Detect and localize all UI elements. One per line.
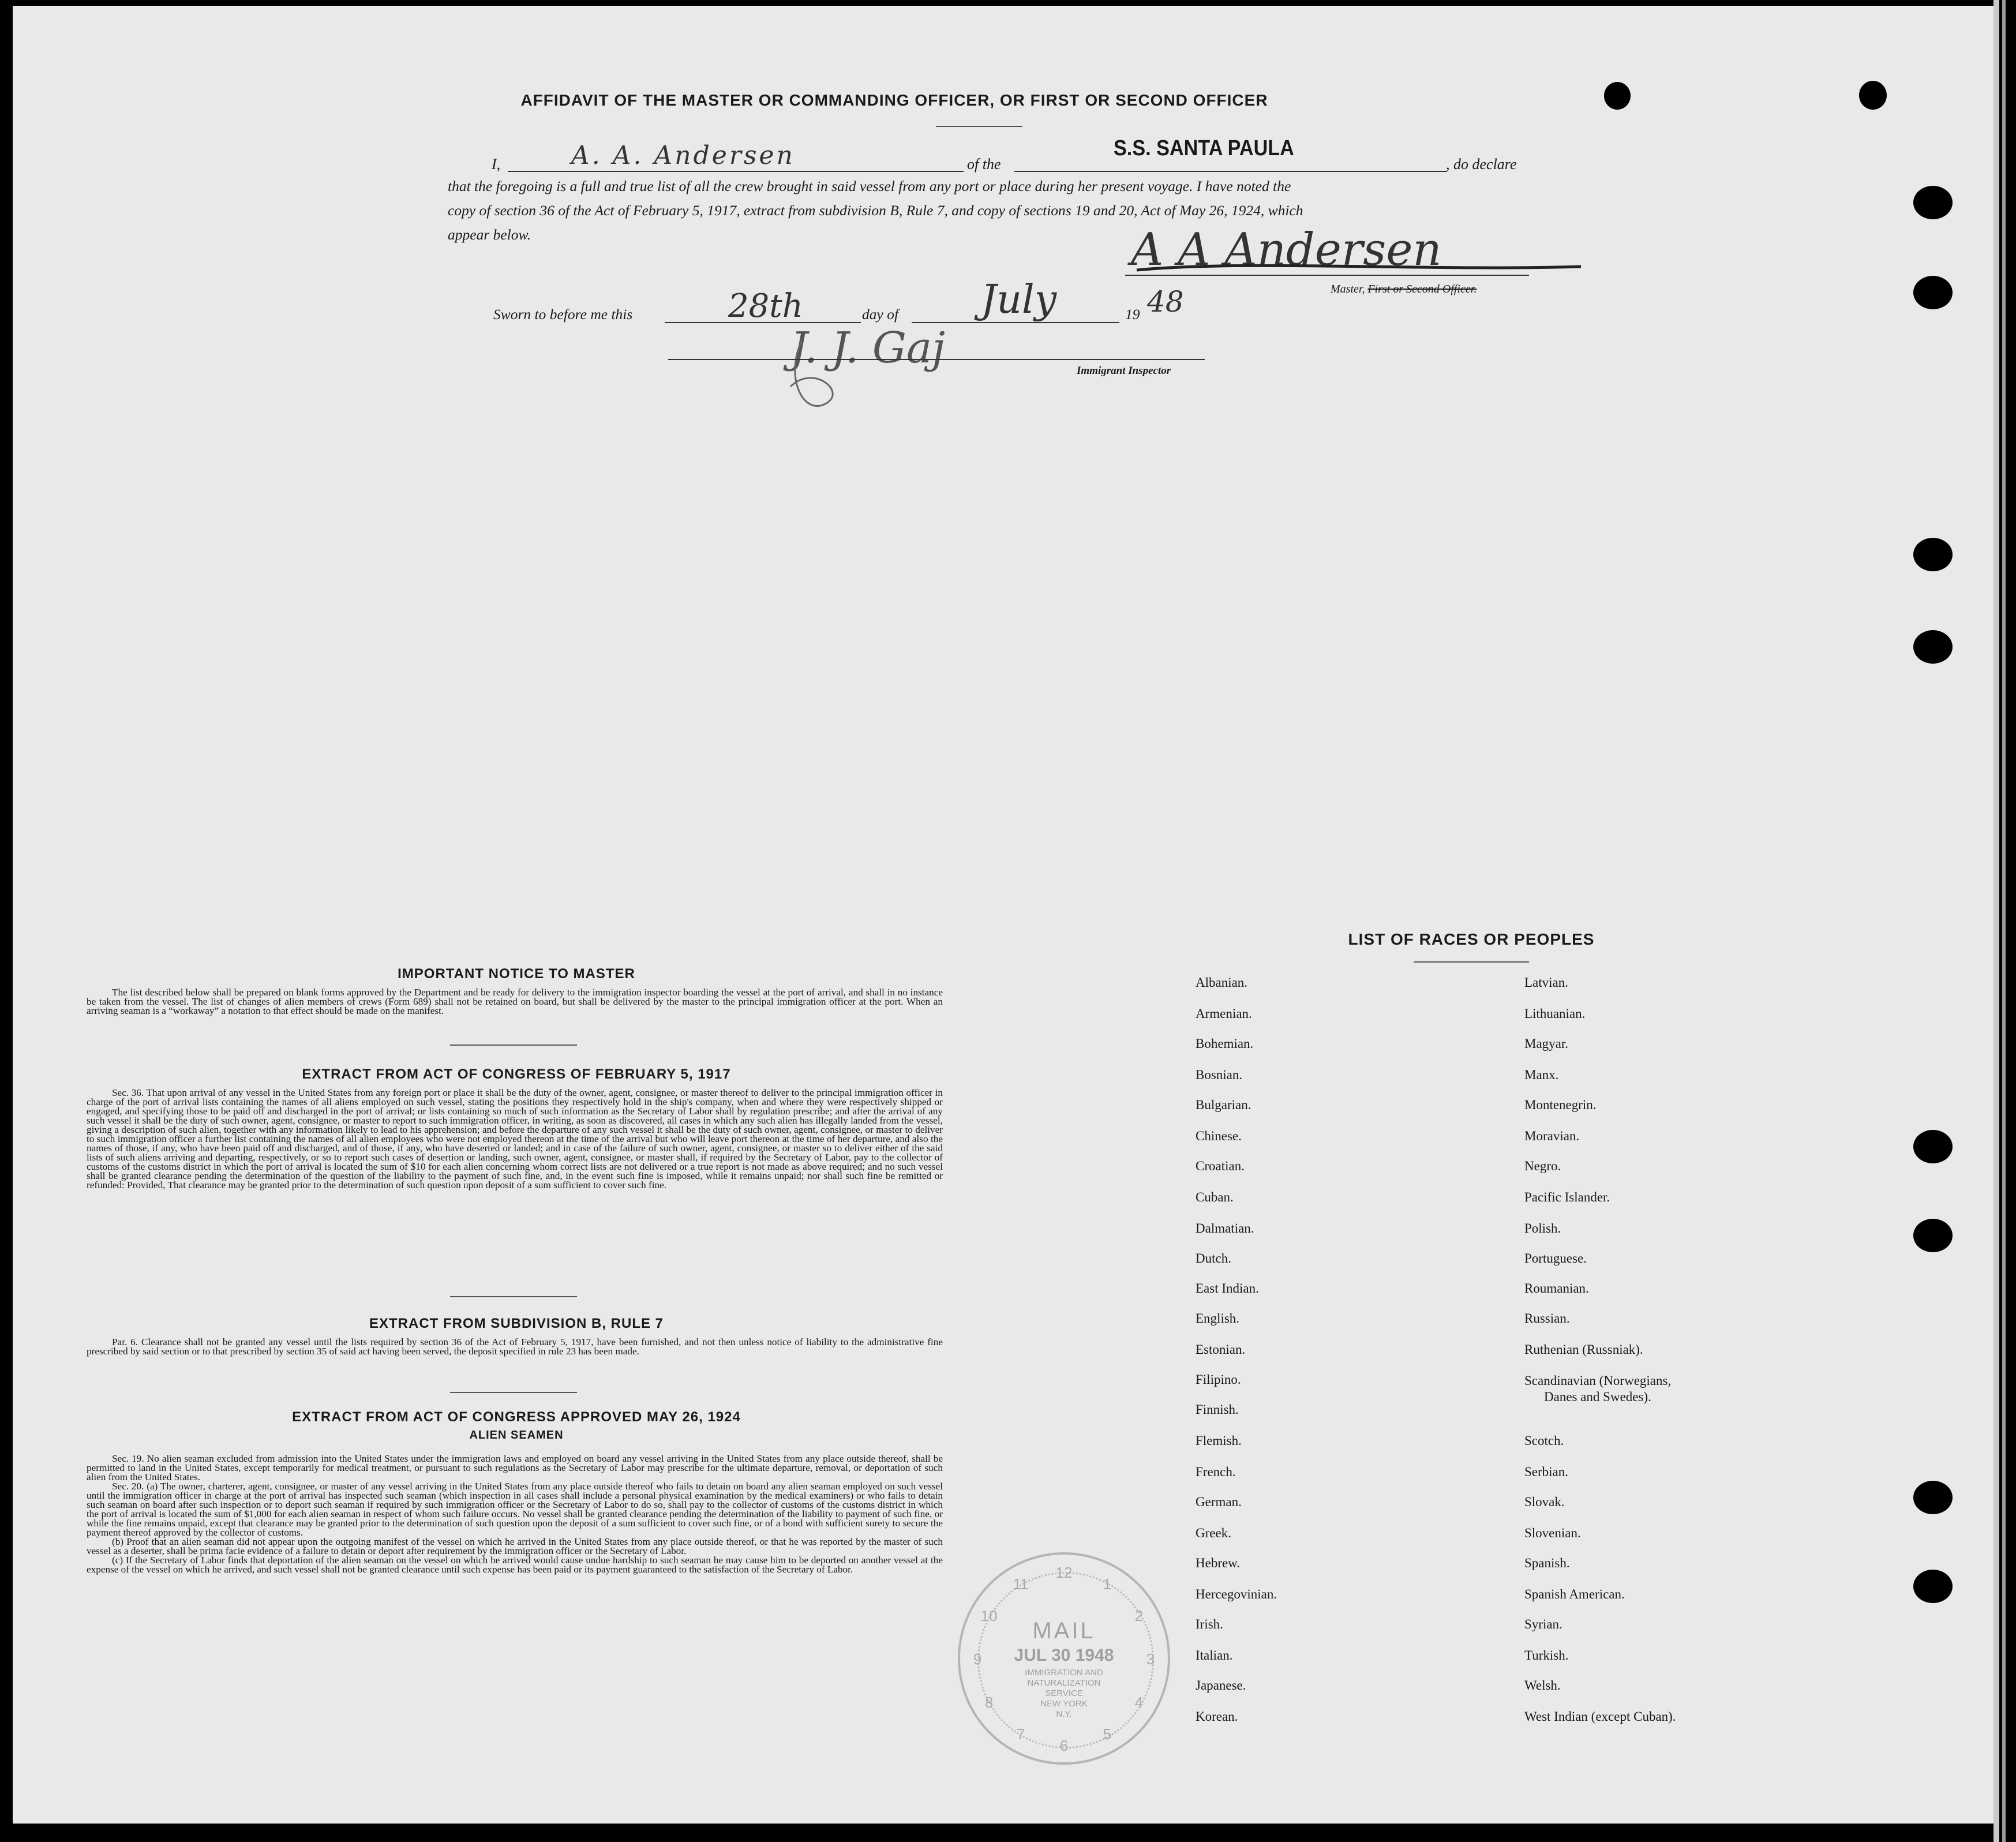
section-19-paragraph: Sec. 19. No alien seaman excluded from admission into the United States under the immigration laws and employed on board any vessel arriving in the United States from any place outside thereof, shall be permitted to land in the United States, except temporarily for medical treatment, or pursuant to such regulations as the Secretary of Labor may prescribe for the ultimate departure, removal, or deportation of such alien from the United States. — [87, 1453, 943, 1482]
race-item-left: Cuban. — [1196, 1190, 1234, 1204]
race-item-right: Spanish. — [1524, 1556, 1570, 1570]
vessel-name: S.S. SANTA PAULA — [1114, 136, 1294, 160]
race-item-right: Scandinavian (Norwegians, — [1524, 1373, 1672, 1388]
race-item-left: Bohemian. — [1196, 1036, 1254, 1051]
i-label: I, — [492, 156, 501, 173]
stamp-city: NEW YORK — [1040, 1699, 1088, 1709]
race-item-left: Albanian. — [1196, 975, 1248, 990]
race-item-left: English. — [1196, 1311, 1240, 1326]
race-item-right: Spanish American. — [1524, 1587, 1625, 1601]
race-item-right: Danes and Swedes). — [1544, 1390, 1651, 1404]
race-item-left: Bulgarian. — [1196, 1098, 1251, 1112]
stamp-agency-1: IMMIGRATION AND — [1025, 1668, 1103, 1678]
role-struck: First or Second Officer. — [1367, 283, 1477, 295]
stamp-agency-3: SERVICE — [1045, 1688, 1083, 1698]
stamp-state: N.Y. — [1056, 1709, 1072, 1719]
section-20b-paragraph: (b) Proof that an alien seaman did not appear upon the outgoing manifest of the vessel on which he arrived in the United States from any place outside thereof, or that he was reported by the master of such vessel as a deserter, shall be prima facie evidence of a failure to detain or deport after requirement by the immigration officer or the Secretary of Labor. — [87, 1536, 943, 1556]
race-item-right: Syrian. — [1524, 1617, 1562, 1631]
race-item-right: Montenegrin. — [1524, 1098, 1597, 1112]
race-item-right: Negro. — [1524, 1159, 1561, 1173]
inspector-label: Immigrant Inspector — [1077, 365, 1171, 377]
race-item-left: German. — [1196, 1495, 1242, 1509]
affidavit-title: AFFIDAVIT OF THE MASTER OR COMMANDING OFFICER, OR FIRST OR SECOND OFFICER — [520, 91, 1268, 109]
race-item-left: Hebrew. — [1196, 1556, 1241, 1570]
race-item-left: Chinese. — [1196, 1129, 1242, 1143]
year-prefix: 19 — [1125, 306, 1140, 323]
race-item-right: Magyar. — [1524, 1036, 1569, 1051]
stamp-clock-number: 3 — [1146, 1650, 1155, 1668]
race-item-right: Scotch. — [1524, 1433, 1564, 1448]
extract-1924-subtitle: ALIEN SEAMEN — [469, 1429, 564, 1442]
race-item-left: Italian. — [1196, 1648, 1233, 1663]
stamp-clock-number: 7 — [1016, 1725, 1025, 1743]
stamp-clock-number: 10 — [980, 1607, 998, 1624]
stamp-clock-number: 1 — [1103, 1575, 1112, 1593]
declare-label: , do declare — [1446, 156, 1517, 173]
race-item-left: Estonian. — [1196, 1342, 1246, 1357]
stamp-clock-number: 9 — [973, 1650, 982, 1668]
stamp-clock-number: 2 — [1134, 1607, 1144, 1624]
inspector-signature: J. J. Gaj — [790, 323, 946, 373]
race-item-right: Roumanian. — [1524, 1281, 1589, 1296]
sworn-label: Sworn to before me this — [493, 306, 633, 323]
race-item-right: Ruthenian (Russniak). — [1524, 1342, 1643, 1357]
day-of-label: day of — [862, 306, 899, 323]
race-item-right: Turkish. — [1524, 1648, 1569, 1663]
stamp-clock-number: 12 — [1055, 1564, 1073, 1581]
race-item-left: Dalmatian. — [1196, 1221, 1254, 1236]
race-item-right: Serbian. — [1524, 1465, 1569, 1479]
race-item-right: Portuguese. — [1524, 1251, 1587, 1266]
sworn-month-handwritten: July — [981, 277, 1057, 323]
race-item-right: Slovenian. — [1524, 1526, 1581, 1540]
race-item-right: Welsh. — [1524, 1678, 1561, 1693]
race-item-left: Finnish. — [1196, 1402, 1239, 1417]
master-signature: A A Andersen — [1131, 224, 1442, 276]
sworn-day-handwritten: 28th — [728, 287, 803, 325]
race-item-right: Polish. — [1524, 1221, 1561, 1236]
paragraph-6: Par. 6. Clearance shall not be granted any vessel until the lists required by section 36 of the Act of February 5, 1917, have been furnished, and not then unless notice of liability to the administrative fine prescribed by said section or to that prescribed by section 35 of said act having been served, the deposit specified in rule 23 has been made. — [87, 1336, 943, 1357]
race-item-left: Greek. — [1196, 1526, 1231, 1540]
extract-1924-title: EXTRACT FROM ACT OF CONGRESS APPROVED MAY 26, 1924 — [292, 1409, 741, 1425]
race-item-right: Manx. — [1524, 1068, 1559, 1082]
year-suffix-handwritten: 48 — [1147, 285, 1184, 319]
officer-name-handwritten: A. A. Andersen — [571, 141, 795, 170]
race-item-right: Slovak. — [1524, 1495, 1565, 1509]
affidavit-body-line1: that the foregoing is a full and true list of all the crew brought in said vessel from any port or place during her present voyage. I have noted the — [448, 178, 1291, 194]
race-item-right: West Indian (except Cuban). — [1524, 1709, 1676, 1724]
stamp-clock-number: 11 — [1013, 1575, 1029, 1593]
race-item-right: Lithuanian. — [1524, 1006, 1586, 1021]
race-item-right: Pacific Islander. — [1524, 1190, 1610, 1204]
stamp-date: JUL 30 1948 — [1014, 1646, 1114, 1665]
stamp-clock-number: 5 — [1103, 1725, 1112, 1743]
race-item-left: Flemish. — [1196, 1433, 1242, 1448]
race-item-right: Russian. — [1524, 1311, 1570, 1326]
race-item-right: Latvian. — [1524, 975, 1568, 990]
race-item-left: East Indian. — [1196, 1281, 1259, 1296]
notice-paragraph: The list described below shall be prepared on blank forms approved by the Department and be ready for delivery to the immigration inspector boarding the vessel at the port of arrival, and shall in no instance be taken from the vessel. The list of changes of alien members of crews (Form 689) shall not be retained on board, but shall be delivered by the master to the principal immigration officer at the port. When an arriving seaman is a “workaway” a notation to that effect should be made on the manifest. — [87, 987, 943, 1016]
role-master: Master, — [1331, 283, 1365, 295]
stamp-agency-2: NATURALIZATION — [1027, 1678, 1101, 1688]
extract-1917-title: EXTRACT FROM ACT OF CONGRESS OF FEBRUARY 5, 1917 — [302, 1066, 731, 1082]
race-item-left: Armenian. — [1196, 1006, 1252, 1021]
race-item-left: French. — [1196, 1465, 1236, 1479]
stamp-clock-number: 8 — [984, 1694, 994, 1711]
extract-rule7-title: EXTRACT FROM SUBDIVISION B, RULE 7 — [369, 1316, 664, 1331]
stamp-clock-number: 4 — [1134, 1694, 1144, 1711]
race-item-left: Bosnian. — [1196, 1068, 1243, 1082]
race-item-left: Irish. — [1196, 1617, 1223, 1631]
section-36-paragraph: Sec. 36. That upon arrival of any vessel in the United States from any foreign port or place it shall be the duty of the owner, agent, consignee, or master thereof to deliver to the principal immigration officer in charge of the port of arrival lists containing the names of all aliens employed on such vessel, stating the positions they respectively hold in the ship's company, when and where they were respectively shipped or engaged, and specifying those to be paid off and discharged in the port of arrival; or lists containing so much of such information as the Secretary of Labor shall by regulation prescribe; and after the arrival of any such vessel it shall be the duty of such owner, agent, consignee, or master to report to such immigration officer, in writing, as soon as discovered, all cases in which any such alien has illegally landed from the vessel, giving a description of such alien, together with any information likely to lead to his apprehension; and before the departure of any such vessel it shall be the duty of such owner, agent, consignee, or master to deliver to such immigration officer a further list containing the names of all alien employees who were not employed thereon at the time of the arrival but who will leave port thereon at the time of her departure, and also the names of those, if any, who have been paid off and discharged, and of those, if any, who have deserted or landed; and in case of the failure of such owner, agent, consignee, or master so to deliver either of the said lists of such aliens arriving and departing, respectively, or so to report such cases of desertion or landing, such owner, agent, consignee, or master shall, if required by the Secretary of Labor, pay to the collector of customs of the customs district in which the port of arrival is located the sum of $10 for each alien concerning whom correct lists are not delivered or a true report is not made as above required; and no such vessel shall be granted clearance pending the determination of the question of the liability to the payment of such fine, and, in the event such fine is imposed, while it remains unpaid; nor shall such fine be remitted or refunded: Provided, That clearance may be granted prior to the determination of such question upon deposit of a sum sufficient to cover such fine. — [87, 1087, 943, 1190]
race-item-left: Croatian. — [1196, 1159, 1245, 1173]
section-20a-paragraph: Sec. 20. (a) The owner, charterer, agent, consignee, or master of any vessel arriving in the United States from any place outside thereof who fails to detain on board any alien seaman employed on such vessel until the immigration officer in charge at the port of arrival has inspected such seaman (which inspection in all cases shall include a personal physical examination by the medical examiners) or who fails to detain such seaman on board after such inspection or to deport such seaman if required by such immigration officer or the Secretary of Labor to do so, shall pay to the collector of customs of the customs district in which the port of arrival is located the sum of $1,000 for each alien seaman in respect of whom such failure occurs. No vessel shall be granted clearance pending the determination of the liability to payment of such fine, or while the fine remains unpaid, except that clearance may be granted prior to the determination of such question upon the deposit of a sum sufficient to cover such fine, or of a bond with sufficient surety to secure the payment thereof approved by the collector of customs. — [87, 1481, 943, 1538]
race-item-left: Japanese. — [1196, 1678, 1246, 1693]
races-title: LIST OF RACES OR PEOPLES — [1348, 930, 1595, 948]
stamp-mail: MAIL — [1032, 1618, 1096, 1643]
stamp-clock-number: 6 — [1059, 1737, 1069, 1754]
affidavit-body-line2: copy of section 36 of the Act of February 5, 1917, extract from subdivision B, Rule 7, and copy of sections 19 and 20, Act of May 26, 1924, which — [448, 202, 1303, 219]
of-the-label: of the — [967, 156, 1001, 173]
race-item-left: Hercegovinian. — [1196, 1587, 1277, 1601]
race-item-right: Moravian. — [1524, 1129, 1580, 1143]
notice-title: IMPORTANT NOTICE TO MASTER — [398, 966, 635, 982]
race-item-left: Filipino. — [1196, 1372, 1241, 1387]
race-item-left: Korean. — [1196, 1709, 1238, 1724]
section-20c-paragraph: (c) If the Secretary of Labor finds that deportation of the alien seaman on the vessel on which he arrived would cause undue hardship to such seaman he may cause him to be deported on another vessel at the expense of the vessel on which he arrived, and such vessel shall not be granted clearance until such expense has been paid or its payment guaranteed to the satisfaction of the Secretary of Labor. — [87, 1555, 943, 1575]
affidavit-body-line3: appear below. — [448, 226, 531, 243]
race-item-left: Dutch. — [1196, 1251, 1231, 1266]
